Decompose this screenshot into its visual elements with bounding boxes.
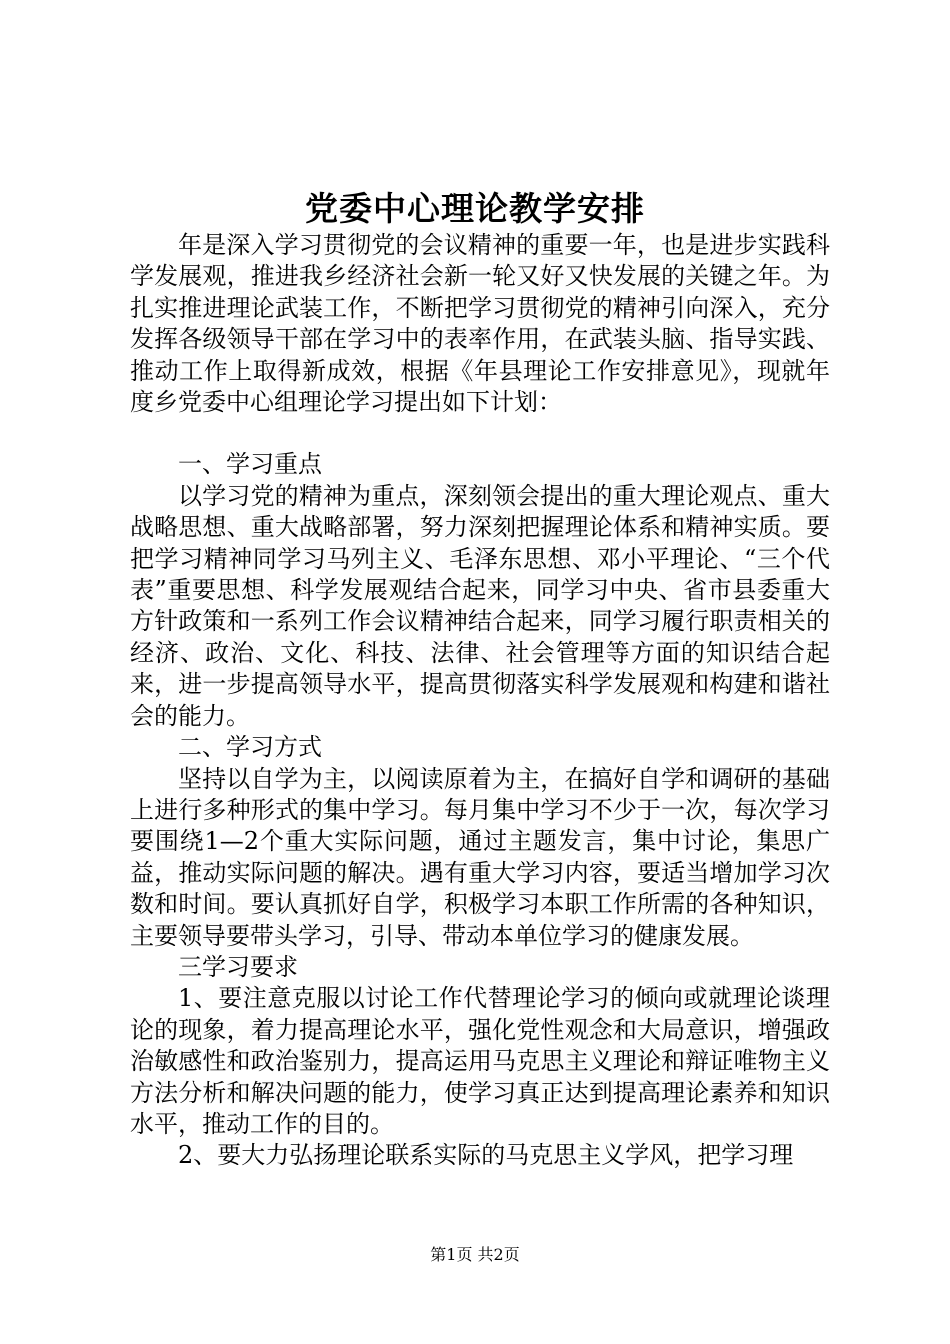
intro-paragraph: 年是深入学习贯彻党的会议精神的重要一年，也是进步实践科学发展观，推进我乡经济社会新一轮又好又快发展的关键之年。为扎实推进理论武装工作，不断把学习贯彻党的精神引向深入，充分发挥各级领导干部在学习中的表率作用，在武装头脑、指导实践、推动工作上取得新成效，根据《年县理论工作安排意见》，现就年度乡党委中心组理论学习提出如下计划： xyxy=(130,231,830,417)
section-heading-study-requirements: 三学习要求 xyxy=(178,952,298,981)
section-heading-study-method: 二、学习方式 xyxy=(178,733,322,762)
study-focus-paragraph: 以学习党的精神为重点，深刻领会提出的重大理论观点、重大战略思想、重大战略部署，努力深刻把握理论体系和精神实质。要把学习精神同学习马列主义、毛泽东思想、邓小平理论、“三个代表”重要思想、科学发展观结合起来，同学习中央、省市县委重大方针政策和一系列工作会议精神结合起来，同学习履行职责相关的经济、政治、文化、科技、法律、社会管理等方面的知识结合起来，进一步提高领导水平，提高贯彻落实科学发展观和构建和谐社会的能力。 xyxy=(130,481,830,730)
document-title: 党委中心理论教学安排 xyxy=(305,189,645,228)
document-body xyxy=(130,230,830,1172)
study-method-paragraph: 坚持以自学为主，以阅读原着为主，在搞好自学和调研的基础上进行多种形式的集中学习。每月集中学习不少于一次，每次学习要围绕1—2个重大实际问题，通过主题发言，集中讨论，集思广益，推动实际问题的解决。遇有重大学习内容，要适当增加学习次数和时间。要认真抓好自学，积极学习本职工作所需的各种知识，主要领导要带头学习，引导、带动本单位学习的健康发展。 xyxy=(130,764,830,950)
requirement-item-2: 2、要大力弘扬理论联系实际的马克思主义学风，把学习理 xyxy=(178,1141,794,1170)
requirement-item-1: 1、要注意克服以讨论工作代替理论学习的倾向或就理论谈理论的现象，着力提高理论水平，强化党性观念和大局意识，增强政治敏感性和政治鉴别力，提高运用马克思主义理论和辩证唯物主义方法分析和解决问题的能力，使学习真正达到提高理论素养和知识水平，推动工作的目的。 xyxy=(130,984,830,1138)
page-number-footer: 第1页 共2页 xyxy=(430,1245,520,1264)
section-heading-study-focus: 一、学习重点 xyxy=(178,450,322,479)
